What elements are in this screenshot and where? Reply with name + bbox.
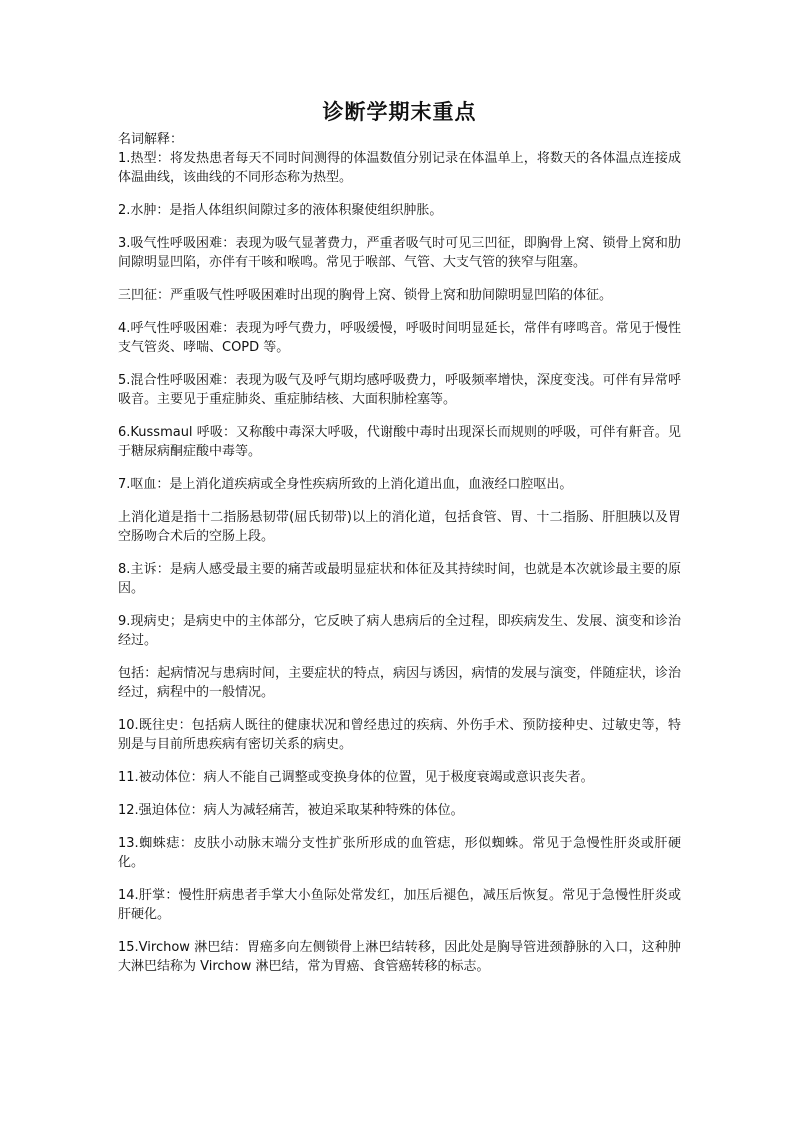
paragraph-17: 14.肝掌：慢性肝病患者手掌大小鱼际处常发红，加压后褪色，减压后恢复。常见于急慢性肝炎或肝硬化。 [118,888,681,922]
paragraph-11: 9.现病史；是病史中的主体部分，它反映了病人患病后的全过程，即疾病发生、发展、演变和诊治经过。 [118,614,681,648]
paragraph-4: 三凹征：严重吸气性呼吸困难时出现的胸骨上窝、锁骨上窝和肋间隙明显凹陷的体征。 [118,288,613,303]
paragraph-12: 包括：起病情况与患病时间，主要症状的特点，病因与诱因，病情的发展与演变，伴随症状，诊治经过，病程中的一般情况。 [118,666,681,700]
paragraph-2: 2.水肿：是指人体组织间隙过多的液体积聚使组织肿胀。 [118,203,443,218]
paragraph-14: 11.被动体位：病人不能自己调整或变换身体的位置，见于极度衰竭或意识丧失者。 [118,770,594,785]
paragraph-8: 7.呕血：是上消化道疾病或全身性疾病所致的上消化道出血，血液经口腔呕出。 [118,477,573,492]
document-page [118,96,681,990]
paragraph-5: 4.呼气性呼吸困难：表现为呼气费力，呼吸缓慢，呼吸时间明显延长，常伴有哮鸣音。常见于慢性支气管炎、哮喘、COPD 等。 [118,321,681,355]
paragraph-16: 13.蜘蛛痣：皮肤小动脉末端分支性扩张所形成的血管痣，形似蜘蛛。常见于急慢性肝炎或肝硬化。 [118,836,681,870]
paragraph-18: 15.Virchow 淋巴结：胃癌多向左侧锁骨上淋巴结转移，因此处是胸导管进颈静脉的入口，这种肿大淋巴结称为 Virchow 淋巴结，常为胃癌、食管癌转移的标志。 [118,940,681,974]
paragraph-1: 1.热型：将发热患者每天不同时间测得的体温数值分别记录在体温单上，将数天的各体温点连接成体温曲线，该曲线的不同形态称为热型。 [118,151,681,185]
paragraph-15: 12.强迫体位：病人为减轻痛苦，被迫采取某种特殊的体位。 [118,803,464,818]
paragraph-13: 10.既往史：包括病人既往的健康状况和曾经患过的疾病、外伤手术、预防接种史、过敏史等，特别是与目前所患疾病有密切关系的病史。 [118,718,681,752]
paragraph-9: 上消化道是指十二指肠悬韧带(屈氏韧带)以上的消化道，包括食管、胃、十二指肠、肝胆胰以及胃空肠吻合术后的空肠上段。 [118,510,681,544]
paragraph-6: 5.混合性呼吸困难：表现为吸气及呼气期均感呼吸费力，呼吸频率增快，深度变浅。可伴有异常呼吸音。主要见于重症肺炎、重症肺结核、大面积肺栓塞等。 [118,373,681,407]
paragraph-10: 8.主诉：是病人感受最主要的痛苦或最明显症状和体征及其持续时间，也就是本次就诊最主要的原因。 [118,562,681,596]
paragraph-3: 3.吸气性呼吸困难：表现为吸气显著费力，严重者吸气时可见三凹征，即胸骨上窝、锁骨上窝和肋间隙明显凹陷，亦伴有干咳和喉鸣。常见于喉部、气管、大支气管的狭窄与阻塞。 [118,236,681,270]
section-label: 名词解释： [118,132,184,147]
document-title: 诊断学期末重点 [322,100,477,124]
paragraph-7: 6.Kussmaul 呼吸：又称酸中毒深大呼吸，代谢酸中毒时出现深长而规则的呼吸，可伴有鼾音。见于糖尿病酮症酸中毒等。 [118,425,681,459]
